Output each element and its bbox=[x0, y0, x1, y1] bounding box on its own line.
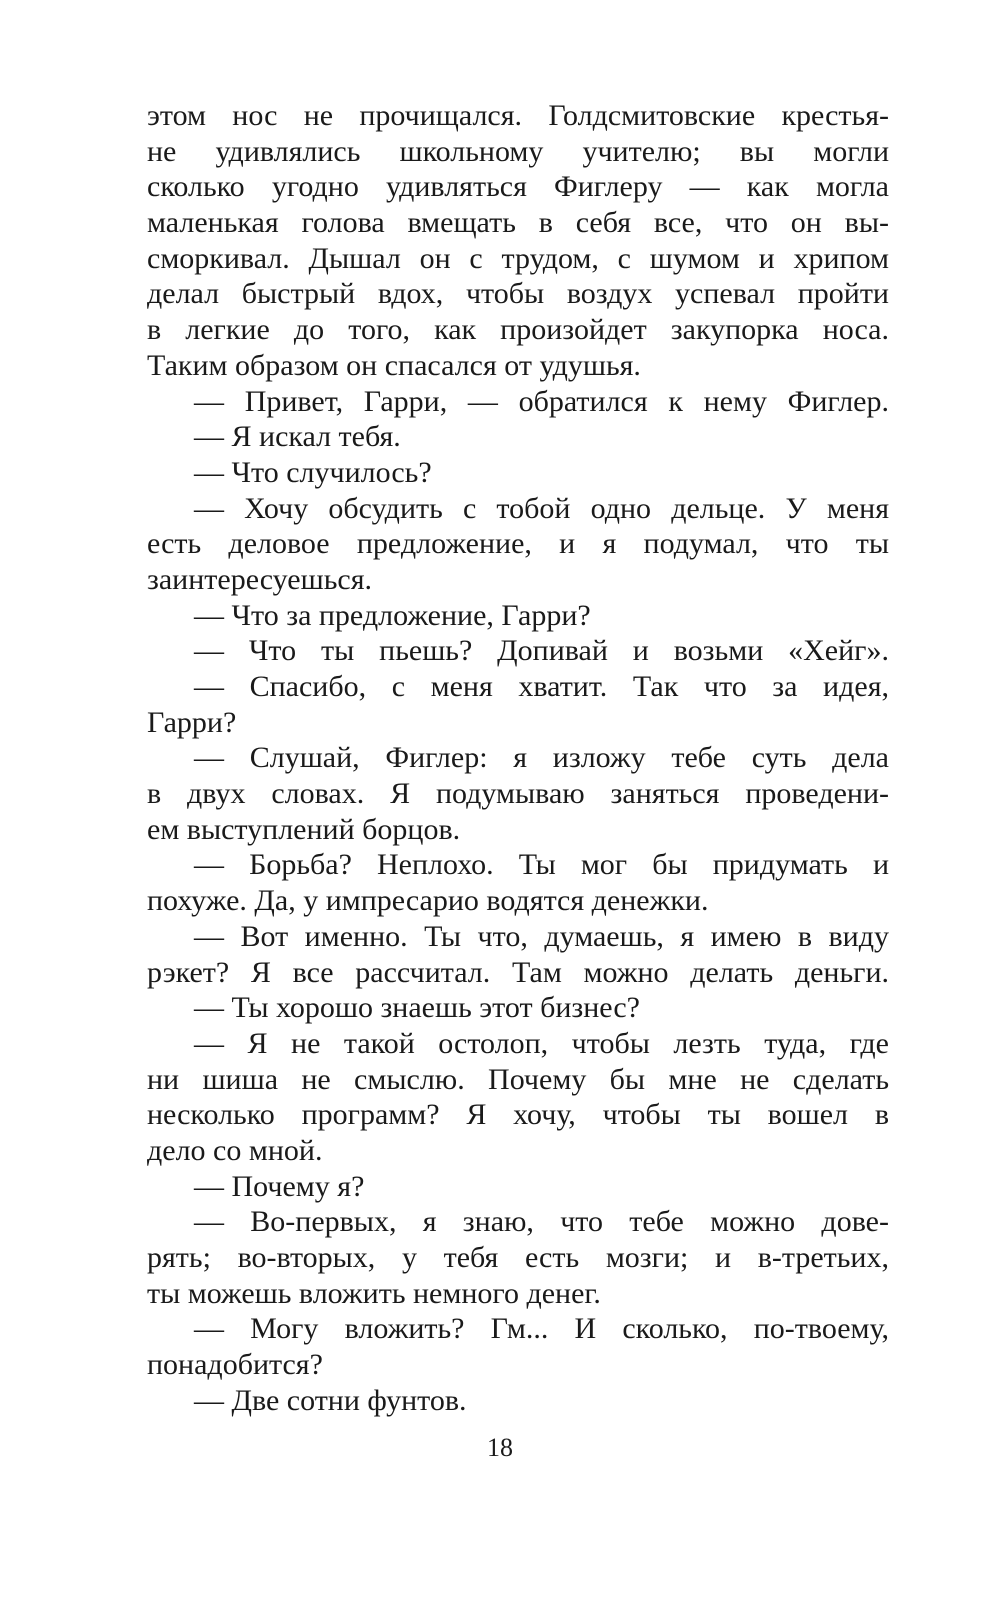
text-line: ты можешь вложить немного денег. bbox=[147, 1276, 601, 1310]
text-line: делал быстрый вдох, чтобы воздух успевал пройти bbox=[147, 277, 889, 311]
text-line: ни шиша не смыслю. Почему бы мне не сделать bbox=[147, 1062, 889, 1096]
text-line: понадобится? bbox=[147, 1348, 323, 1382]
text-line: ем выступлений борцов. bbox=[147, 812, 461, 846]
text-line: маленькая голова вмещать в себя все, что он вы- bbox=[147, 206, 889, 240]
text-line: — Могу вложить? Гм... И сколько, по-твоему, bbox=[194, 1312, 889, 1346]
text-line: — Слушай, Фиглер: я изложу тебе суть дела bbox=[194, 741, 889, 775]
text-line: этом нос не прочищался. Голдсмитовские крестья- bbox=[147, 99, 889, 132]
text-line: — Хочу обсудить с тобой одно дельце. У меня bbox=[194, 491, 889, 525]
text-line: — Две сотни фунтов. bbox=[194, 1383, 467, 1417]
text-line: несколько программ? Я хочу, чтобы ты вошел в bbox=[147, 1098, 889, 1132]
text-line: — Спасибо, с меня хватит. Так что за идея, bbox=[194, 670, 889, 703]
text-line: есть деловое предложение, и я подумал, что ты bbox=[147, 527, 889, 561]
text-line: в двух словах. Я подумываю заняться проведени- bbox=[147, 777, 889, 811]
text-line: дело со мной. bbox=[147, 1133, 323, 1167]
page-number: 18 bbox=[487, 1433, 513, 1462]
text-line: — Я искал тебя. bbox=[194, 420, 401, 454]
page-text bbox=[147, 98, 889, 1418]
text-line: заинтересуешься. bbox=[147, 562, 372, 596]
text-line: сколько угодно удивляться Фиглеру — как могла bbox=[147, 170, 889, 204]
text-line: — Во-первых, я знаю, что тебе можно дове- bbox=[194, 1205, 889, 1239]
text-line: — Что ты пьешь? Допивай и возьми «Хейг». bbox=[194, 634, 889, 668]
text-line: — Я не такой остолоп, чтобы лезть туда, где bbox=[194, 1026, 889, 1060]
text-line: похуже. Да, у импресарио водятся денежки. bbox=[147, 884, 709, 918]
text-line: в легкие до того, как произойдет закупорка носа. bbox=[147, 313, 889, 347]
text-line: — Вот именно. Ты что, думаешь, я имею в виду bbox=[194, 919, 889, 953]
text-line: рять; во-вторых, у тебя есть мозги; и в-третьих, bbox=[147, 1241, 889, 1274]
text-line: сморкивал. Дышал он с трудом, с шумом и хрипом bbox=[147, 241, 889, 275]
text-line: Гарри? bbox=[147, 705, 237, 739]
text-line: — Почему я? bbox=[194, 1169, 365, 1203]
text-line: — Что случилось? bbox=[194, 455, 432, 489]
text-line: — Борьба? Неплохо. Ты мог бы придумать и bbox=[194, 848, 889, 882]
text-line: Таким образом он спасался от удушья. bbox=[147, 348, 641, 382]
text-line: — Ты хорошо знаешь этот бизнес? bbox=[194, 991, 640, 1025]
text-line: рэкет? Я все рассчитал. Там можно делать деньги. bbox=[147, 955, 889, 989]
text-line: не удивлялись школьному учителю; вы могли bbox=[147, 134, 889, 168]
text-line: — Что за предложение, Гарри? bbox=[194, 598, 591, 632]
text-line: — Привет, Гарри, — обратился к нему Фиглер. bbox=[194, 384, 889, 418]
